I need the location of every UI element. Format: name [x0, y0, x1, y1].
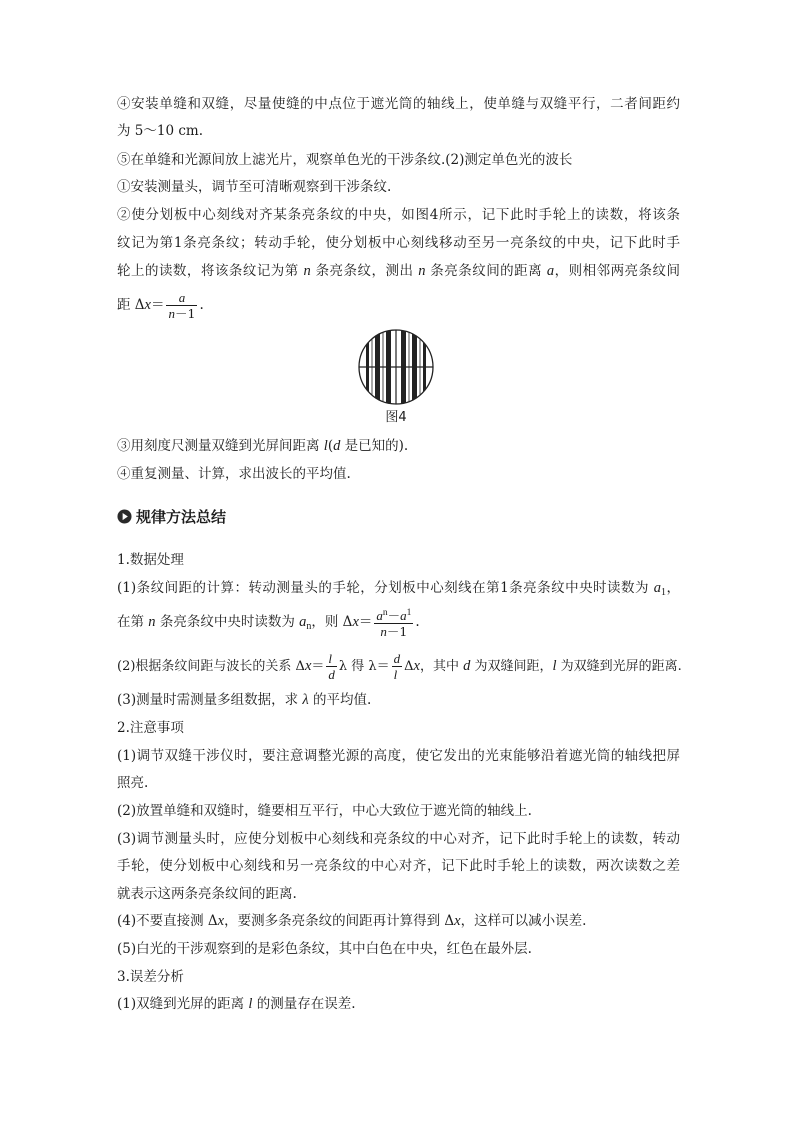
subsection-title-precautions: 2.注意事项 — [117, 720, 184, 736]
variable-l: l — [393, 667, 398, 682]
text-segment: 为双缝间距， — [470, 659, 553, 674]
play-circle-icon — [117, 509, 132, 524]
step4-line1: ④安装单缝和双缝，尽量使缝的中点位于遮光筒的轴线上，使单缝与双缝平行，二者间距约 — [117, 96, 680, 112]
text-segment: (1)条纹间距的计算：转动测量头的手轮，分划板中心刻线在第1条亮条纹中央时读数为 — [117, 580, 654, 596]
variable-x: x — [304, 658, 312, 674]
measure-step1: ①安装测量头，调节至可清晰观察到干涉条纹. — [117, 179, 392, 195]
fraction-numerator — [326, 651, 337, 666]
text-segment: 为双缝到光屏的距离. — [556, 659, 682, 674]
subsection-title-error-analysis: 3.误差分析 — [117, 969, 184, 985]
variable-x: x — [144, 297, 151, 313]
precaution-line: (2)放置单缝和双缝时，缝要相互平行，中心大致位于遮光筒的轴线上. — [117, 803, 532, 819]
text-segment: (4)不要直接测 Δ — [117, 913, 218, 929]
text-segment: . — [415, 614, 420, 630]
precaution-line: (5)白光的干涉观察到的是彩色条纹，其中白色在中央，红色在最外层. — [117, 941, 532, 957]
fraction — [392, 651, 403, 682]
variable-a: a — [178, 290, 186, 305]
variable-x: x — [454, 913, 461, 929]
variable-n: n — [418, 263, 426, 279]
fraction-numerator — [166, 290, 197, 305]
variable-d: d — [328, 667, 335, 682]
section-heading-text: 规律方法总结 — [136, 508, 227, 526]
text-segment: 的测量存在误差. — [252, 996, 356, 1012]
text-segment: ③用刻度尺测量双缝到光屏间距离 — [117, 438, 324, 454]
variable-d: d — [333, 438, 341, 454]
fraction — [326, 651, 337, 682]
variable-n: n — [303, 263, 311, 279]
measure-step4: ④重复测量、计算，求出波长的平均值. — [117, 466, 351, 482]
text-segment: 条亮条纹间的距离 — [425, 263, 547, 279]
figure-caption: 图4 — [385, 410, 407, 425]
text-segment: (1)双缝到光屏的距离 — [117, 996, 249, 1012]
variable-d: d — [463, 658, 471, 674]
measure-step2-line1: ②使分划板中心刻线对齐某条亮条纹的中央，如图4所示，记下此时手轮上的读数，将该条 — [117, 207, 680, 223]
text-segment: . — [199, 297, 204, 313]
precaution-line: (1)调节双缝干涉仪时，要注意调整光源的高度，使它发出的光束能够沿着遮光筒的轴线把屏 — [117, 748, 680, 764]
subscript: n — [306, 621, 312, 632]
variable-a: a — [299, 614, 307, 630]
data-processing-p2 — [117, 648, 680, 684]
equals-sign: ＝ — [358, 614, 373, 630]
fringe-pattern — [357, 328, 435, 406]
text-segment: (3)测量时需测量多组数据，求 — [117, 692, 303, 708]
fraction-denominator — [326, 666, 337, 682]
text-segment: (2)根据条纹间距与波长的关系 Δ — [117, 659, 305, 674]
text-segment: 的平均值. — [308, 692, 372, 708]
variable-d: d — [393, 651, 401, 666]
precaution-line: (3)调节测量头时，应使分划板中心刻线和亮条纹的中心对齐，记下此时手轮上的读数，转动 — [117, 831, 680, 847]
text-segment: 轮上的读数，将该条纹记为第 — [117, 263, 304, 279]
variable-l: l — [248, 996, 253, 1012]
variable-lambda: λ — [302, 692, 309, 708]
text-segment: Δ — [404, 659, 414, 674]
variable-a: a — [546, 263, 555, 279]
variable-n: n — [380, 624, 387, 639]
superscript: n — [382, 608, 388, 618]
equals-sign: ＝ — [150, 297, 165, 313]
variable-n: n — [168, 306, 175, 321]
precaution-line: 照亮. — [117, 775, 149, 791]
data-processing-p1-line1 — [117, 578, 680, 598]
variable-x: x — [413, 658, 420, 674]
variable-n: n — [148, 614, 156, 630]
text-segment: ( — [327, 438, 334, 454]
subsection-title-data-processing: 1.数据处理 — [117, 552, 184, 568]
text-segment: 是已知的). — [340, 438, 409, 454]
equals-sign: ＝ — [311, 659, 325, 674]
section-heading — [117, 506, 226, 528]
text-segment: ，则 Δ — [311, 614, 353, 630]
fringe-spacing-formula-line — [117, 287, 680, 323]
text-segment: 距 Δ — [117, 297, 145, 313]
step5-line: ⑤在单缝和光源间放上滤光片，观察单色光的干涉条纹.(2)测定单色光的波长 — [117, 152, 573, 168]
precaution-line: 手轮，使分划板中心刻线和另一亮条纹的中心对齐，记下此时手轮上的读数，两次读数之差 — [117, 858, 680, 874]
minus-sign: － — [387, 608, 401, 623]
measure-step3 — [117, 436, 680, 456]
error-analysis-line — [117, 994, 680, 1014]
fraction-numerator — [374, 606, 413, 623]
superscript: 1 — [406, 608, 412, 618]
measure-step2-line3 — [117, 261, 680, 281]
text-segment: －1 — [386, 624, 408, 639]
text-segment: ，其中 — [419, 659, 464, 674]
variable-l: l — [328, 651, 333, 666]
text-segment: ，要测多条亮条纹的间距再计算得到 Δ — [224, 913, 455, 929]
text-segment: ， — [666, 580, 680, 596]
data-processing-p3 — [117, 690, 680, 710]
variable-a: a — [653, 580, 662, 596]
fraction-denominator — [392, 666, 403, 682]
text-segment: 在第 — [117, 614, 149, 630]
text-segment: ，这样可以减小误差. — [460, 913, 587, 929]
reticle-fringe-figure — [357, 328, 435, 406]
text-segment: 条亮条纹，测出 — [310, 263, 419, 279]
variable-a: a — [400, 608, 407, 623]
text-segment: ，则相邻两亮条纹间 — [554, 263, 680, 279]
fraction-numerator — [392, 651, 403, 666]
fraction — [374, 606, 413, 639]
fraction-denominator — [374, 623, 413, 639]
precaution-line: 就表示这两条亮条纹间的距离. — [117, 886, 297, 902]
precaution-line — [117, 911, 680, 931]
measure-step2-line2: 纹记为第1条亮条纹；转动手轮，使分划板中心刻线移动至另一亮条纹的中央，记下此时手 — [117, 235, 680, 251]
text-segment: λ 得 λ＝ — [338, 659, 390, 674]
text-segment: 条亮条纹中央时读数为 — [155, 614, 300, 630]
variable-a: a — [376, 608, 383, 623]
fraction — [166, 290, 197, 321]
subscript: 1 — [661, 587, 667, 598]
data-processing-p1-line2 — [117, 604, 680, 640]
variable-l: l — [323, 438, 328, 454]
variable-x: x — [352, 614, 359, 630]
step4-line2: 为 5～10 cm. — [117, 123, 204, 139]
variable-l: l — [552, 658, 557, 674]
variable-x: x — [217, 913, 225, 929]
text-segment: －1 — [174, 306, 196, 321]
fraction-denominator — [166, 305, 197, 321]
